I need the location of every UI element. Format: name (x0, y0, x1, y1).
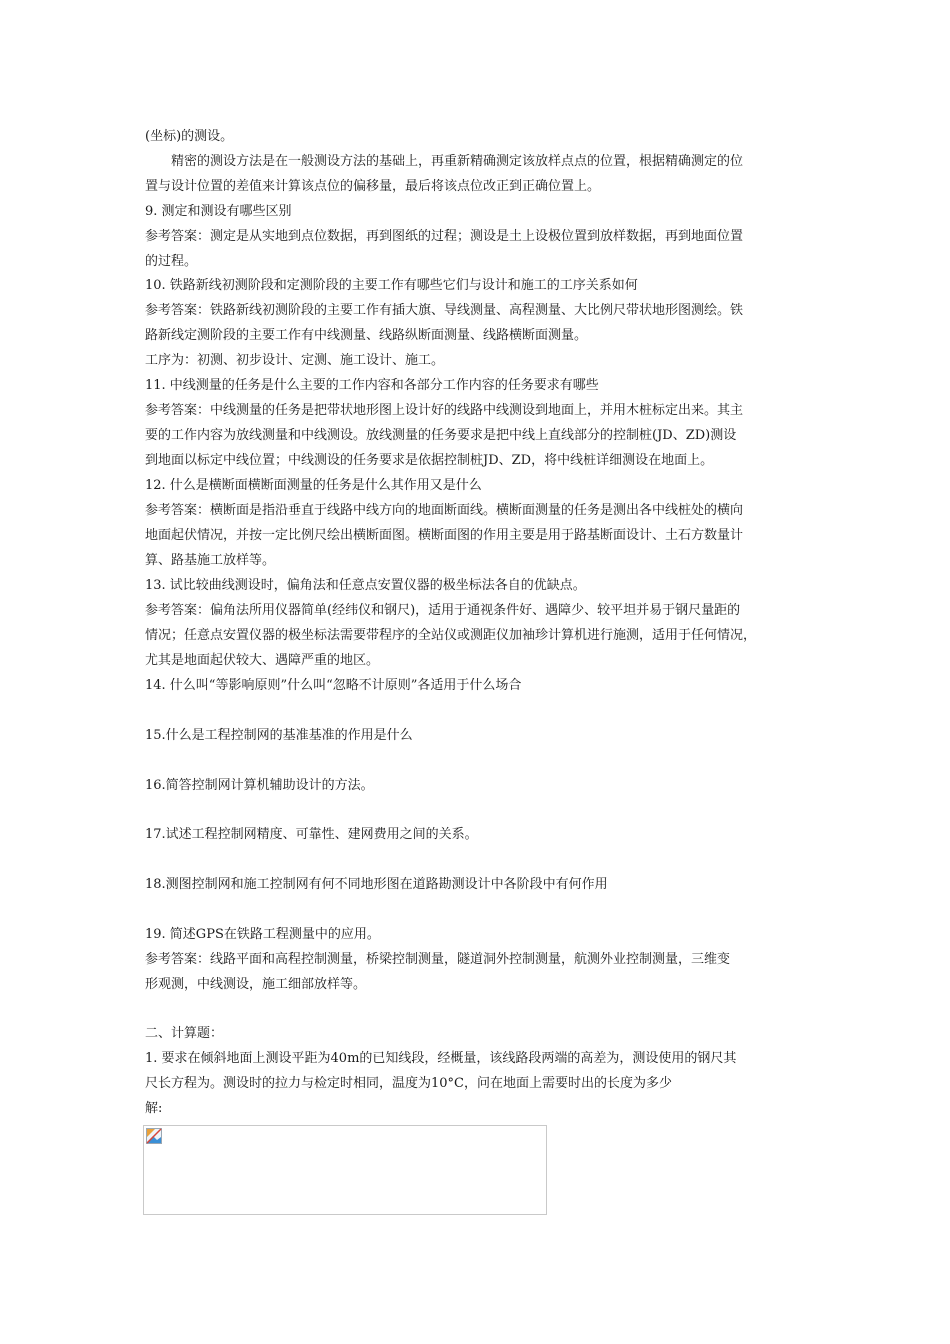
text-line: (坐标)的测设。 (145, 129, 234, 144)
text-line: 尤其是地面起伏较大、遇障严重的地区。 (145, 653, 380, 668)
broken-image-icon (146, 1128, 162, 1144)
answer-9: 参考答案：测定是从实地到点位数据，再到图纸的过程；测设是土上设极位置到放样数据，再到地面位置 (145, 229, 744, 244)
question-12: 12. 什么是横断面横断面测量的任务是什么其作用又是什么 (145, 478, 482, 493)
calc-question-1: 1. 要求在倾斜地面上测设平距为40m的已知线段，经概量，该线路段两端的高差为，测设使用的钢尺其 (145, 1051, 737, 1066)
text-line: 的过程。 (145, 254, 198, 269)
text-line: 情况；任意点安置仪器的极坐标法需要带程序的全站仪或测距仪加袖珍计算机进行施测，适用于任何情况， (145, 628, 757, 643)
answer-19: 参考答案：线路平面和高程控制测量，桥梁控制测量，隧道洞外控制测量，航测外业控制测量，三维变 (145, 952, 731, 967)
question-10: 10. 铁路新线初测阶段和定测阶段的主要工作有哪些它们与设计和施工的工序关系如何 (145, 278, 638, 293)
question-16: 16.简答控制网计算机辅助设计的方法。 (145, 778, 374, 793)
question-9: 9. 测定和测设有哪些区别 (145, 204, 292, 219)
question-15: 15.什么是工程控制网的基准基准的作用是什么 (145, 728, 413, 743)
text-line: 路新线定测阶段的主要工作有中线测量、线路纵断面测量、线路横断面测量。 (145, 328, 588, 343)
question-13: 13. 试比较曲线测设时，偏角法和任意点安置仪器的极坐标法各自的优缺点。 (145, 578, 586, 593)
text-line: 形观测，中线测设，施工细部放样等。 (145, 977, 367, 992)
answer-11: 参考答案：中线测量的任务是把带状地形图上设计好的线路中线测设到地面上，并用木桩标定出来。其主 (145, 403, 744, 418)
answer-10: 参考答案：铁路新线初测阶段的主要工作有插大旗、导线测量、高程测量、大比例尺带状地形图测绘。铁 (145, 303, 744, 318)
text-line: 尺长方程为。测设时的拉力与检定时相同，温度为10°C，问在地面上需要时出的长度为多少 (145, 1076, 672, 1091)
question-19: 19. 简述GPS在铁路工程测量中的应用。 (145, 927, 380, 942)
text-line: 到地面以标定中线位置；中线测设的任务要求是依据控制桩JD、ZD，将中线桩详细测设在地面上。 (145, 453, 714, 468)
text-line: 地面起伏情况，并按一定比例尺绘出横断面图。横断面图的作用主要是用于路基断面设计、土石方数量计 (145, 528, 744, 543)
question-18: 18.测图控制网和施工控制网有何不同地形图在道路勘测设计中各阶段中有何作用 (145, 877, 608, 892)
solution-label: 解: (145, 1101, 163, 1116)
section-heading: 二、计算题： (145, 1026, 224, 1041)
text-line: 工序为：初测、初步设计、定测、施工设计、施工。 (145, 353, 445, 368)
text-line: 置与设计位置的差值来计算该点位的偏移量，最后将该点位改正到正确位置上。 (145, 179, 601, 194)
answer-12: 参考答案：横断面是指沿垂直于线路中线方向的地面断面线。横断面测量的任务是测出各中线桩处的横向 (145, 503, 744, 518)
question-11: 11. 中线测量的任务是什么主要的工作内容和各部分工作内容的任务要求有哪些 (145, 378, 599, 393)
text-line: 要的工作内容为放线测量和中线测设。放线测量的任务要求是把中线上直线部分的控制桩(JD、ZD)测设 (145, 428, 737, 443)
answer-13: 参考答案：偏角法所用仪器简单(经纬仪和钢尺)，适用于通视条件好、遇障少、较平坦并易于钢尺量距的 (145, 603, 741, 618)
question-14: 14. 什么叫“等影响原则”什么叫“忽略不计原则”各适用于什么场合 (145, 678, 522, 693)
image-placeholder (143, 1125, 547, 1215)
question-17: 17.试述工程控制网精度、可靠性、建网费用之间的关系。 (145, 827, 478, 842)
text-line: 算、路基施工放样等。 (145, 553, 276, 568)
text-line: 精密的测设方法是在一般测设方法的基础上，再重新精确测定该放样点点的位置，根据精确测定的位 (145, 154, 744, 169)
